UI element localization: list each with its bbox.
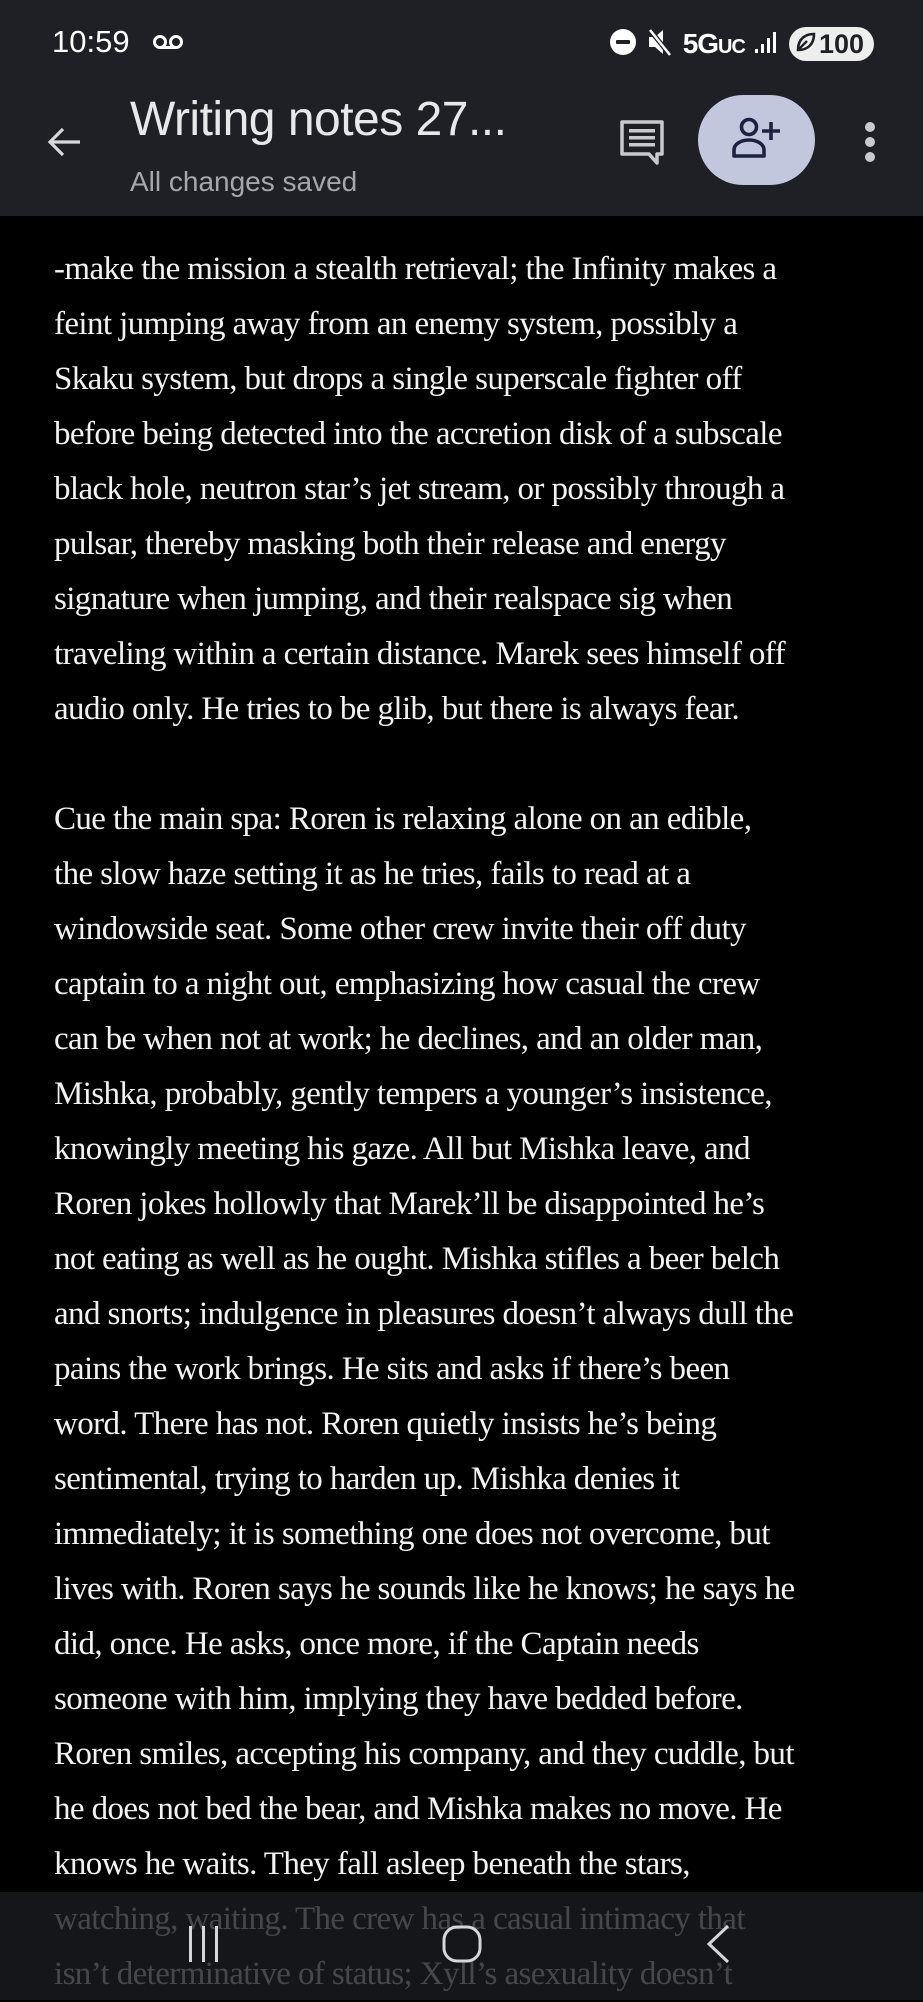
text-line: he does not bed the bear, and Mishka makes no move. He [54,1791,782,1827]
status-time: 10:59 [52,24,130,59]
text-line: Cue the main spa: Roren is relaxing alone on an edible, [54,801,752,837]
person-add-icon [731,116,783,165]
paragraph-2[interactable] [54,792,894,2002]
share-button[interactable] [698,95,815,185]
arrow-back-icon [44,122,84,167]
home-icon [441,1924,483,1969]
battery-level: 100 [818,28,864,59]
status-bar [0,0,923,86]
text-line: lives with. Roren says he sounds like he knows; he says he [54,1571,795,1607]
text-line: and snorts; indulgence in pleasures doesn’t always dull the [54,1296,794,1332]
text-line: did, once. He asks, once more, if the Captain needs [54,1626,699,1662]
text-line: traveling within a certain distance. Marek sees himself off [54,636,785,672]
comments-icon [619,119,665,170]
home-button[interactable] [422,1914,502,1978]
text-line: can be when not at work; he declines, and an older man, [54,1021,763,1057]
text-line: Roren jokes hollowly that Marek’ll be disappointed he’s [54,1186,765,1222]
battery-indicator [789,27,874,61]
text-line: captain to a night out, emphasizing how casual the crew [54,966,760,1002]
system-navigation-bar [0,1892,923,2000]
text-line: word. There has not. Roren quietly insists he’s being [54,1406,717,1442]
text-line: black hole, neutron star’s jet stream, or possibly through a [54,471,785,507]
text-line: knows he waits. They fall asleep beneath the stars, [54,1846,690,1882]
network-type: 5GUC [682,28,745,59]
text-line: windowside seat. Some other crew invite their off duty [54,911,746,947]
battery-saver-leaf-icon [795,29,817,60]
save-status: All changes saved [130,166,358,197]
text-line: immediately; it is something one does not overcome, but [54,1516,770,1552]
text-line: -make the mission a stealth retrieval; the Infinity makes a [54,251,777,287]
back-nav-button[interactable] [678,1914,758,1978]
text-line: Roren smiles, accepting his company, and they cuddle, but [54,1736,794,1772]
text-line: audio only. He tries to be glib, but there is always fear. [54,691,740,727]
status-icons [609,22,874,66]
text-line: before being detected into the accretion disk of a subscale [54,416,782,452]
comments-button[interactable] [614,116,670,172]
text-line: someone with him, implying they have bedded before. [54,1681,743,1717]
spellcheck-flagged-word[interactable]: been [669,1351,730,1387]
text-line: pains the work brings. He sits and asks if there’s been [54,1351,730,1387]
text-line: pulsar, thereby masking both their release and energy [54,526,726,562]
recent-apps-icon [186,1924,222,1969]
signal-icon [754,30,780,59]
back-button[interactable] [36,116,92,172]
document-title[interactable]: Writing notes 27... [130,93,507,146]
text-line: feint jumping away from an enemy system, possibly a [54,306,738,342]
text-line: signature when jumping, and their realspace sig when [54,581,733,617]
do-not-disturb-icon [609,28,637,61]
spellcheck-flagged-word[interactable]: word [54,1406,120,1442]
text-line: knowingly meeting his gaze. All but Mishka leave, and [54,1131,750,1167]
app-bar [0,86,923,216]
paragraph-1[interactable] [54,242,894,737]
document-body[interactable] [54,242,894,2002]
text-line: Mishka, probably, gently tempers a younger’s insistence, [54,1076,772,1112]
back-nav-icon [704,1923,732,1970]
more-options-button[interactable] [852,116,888,172]
recent-apps-button[interactable] [164,1914,244,1978]
voicemail-icon [152,33,184,56]
mute-icon [646,27,674,62]
more-vert-icon [863,120,877,169]
text-line: Skaku system, but drops a single superscale fighter off [54,361,742,397]
text-line: sentimental, trying to harden up. Mishka denies it [54,1461,680,1497]
text-line: not eating as well as he ought. Mishka stifles a beer belch [54,1241,780,1277]
text-line: the slow haze setting it as he tries, fails to read at a [54,856,691,892]
